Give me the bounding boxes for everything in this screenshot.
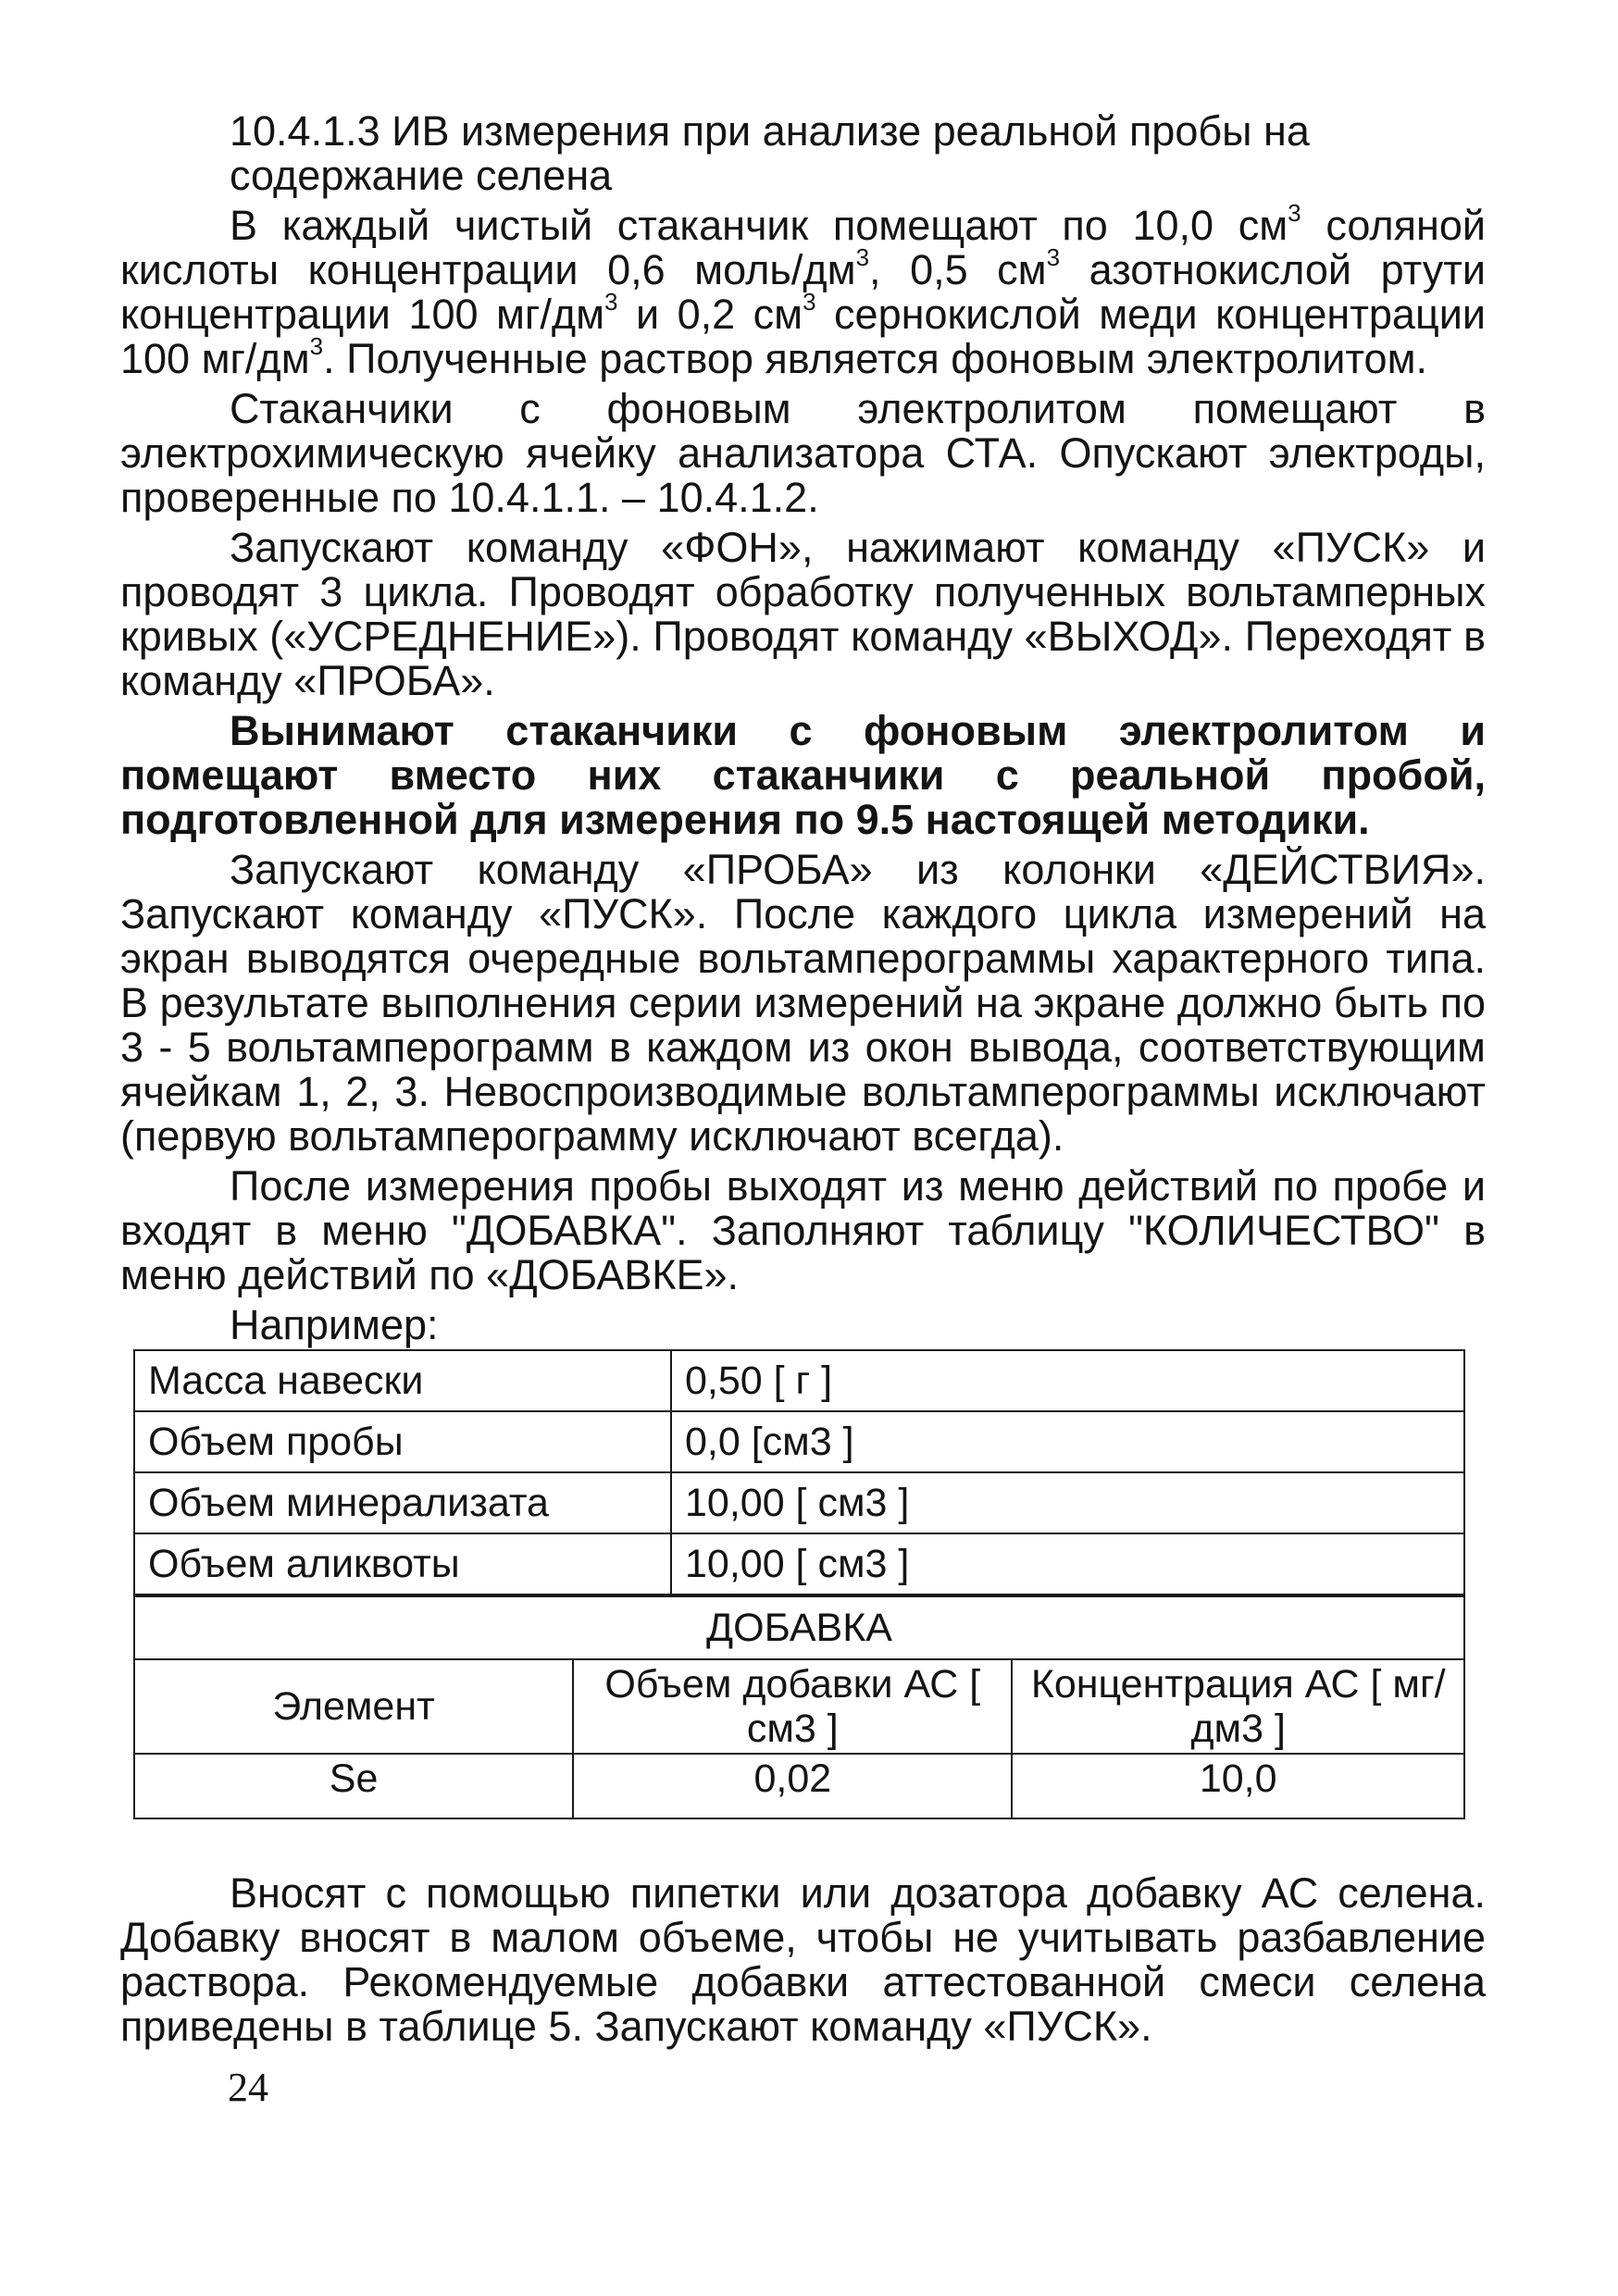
table-cell-value: 10,00 [ см3 ]	[671, 1533, 1464, 1595]
table-row	[134, 1596, 1464, 1659]
paragraph-sample: Запускают команду «ПРОБА» из колонки «ДЕЙСТВИЯ». Запускают команду «ПУСК». После каждого цикла измерений на экран выводятся очередные вольтамперограммы характерного типа. В результате выполнения серии измерений на экране должно быть по 3 - 5 вольтамперограмм в каждом из окон вывода, соответствующим ячейкам 1, 2, 3. Невоспроизводимые вольтамперограммы исключают (первую вольтамперограмму исключают всегда).	[120, 846, 1486, 1160]
header-concentration: Концентрация АС [ мг/дм3 ]	[1012, 1659, 1464, 1754]
header-additive-volume: Объем добавки АС [ см3 ]	[573, 1659, 1012, 1754]
table-row	[134, 1533, 1464, 1595]
table-row	[134, 1472, 1464, 1533]
cell-element: Se	[134, 1754, 573, 1818]
table-cell-label: Масса навески	[134, 1350, 671, 1411]
section-heading: 10.4.1.3 ИВ измерения при анализе реальной пробы на содержание селена	[230, 107, 1310, 199]
paragraph-reagents: В каждый чистый стаканчик помещают по 10,0 $см^3$ соляной кислоты концентрации 0,6 моль/$дм^3$, 0,5 $см^3$ азотнокислой ртути концентрации 100 $мг/дм^3$ и 0,2 $см^3$ сернокислой меди концентрации 100 $мг/дм^3$. Полученные раствор является фоновым электролитом.	[120, 199, 1487, 382]
cell-additive-volume: 0,02	[573, 1754, 1012, 1818]
additive-table	[133, 1595, 1465, 1819]
example-label: Например:	[230, 1301, 439, 1348]
paragraph-cells: Стаканчики с фоновым электролитом помещают в электрохимическую ячейку анализатора СТА. Опускают электроды, проверенные по 10.4.1.1. – 10.4.1.2.	[120, 385, 1486, 521]
page-number: 24	[228, 2065, 268, 2110]
table-header-row	[134, 1659, 1464, 1754]
quantity-table	[133, 1349, 1465, 1595]
additive-table-title: ДОБАВКА	[134, 1596, 1464, 1659]
paragraph-background: Запускают команду «ФОН», нажимают команду «ПУСК» и проводят 3 цикла. Проводят обработку полученных вольтамперных кривых («УСРЕДНЕНИЕ»). Проводят команду «ВЫХОД». Переходят в команду «ПРОБА».	[120, 524, 1486, 704]
header-element: Элемент	[134, 1659, 573, 1754]
table-row	[134, 1754, 1464, 1818]
paragraph-additive-menu: После измерения пробы выходят из меню действий по пробе и входят в меню "ДОБАВКА". Заполняют таблицу "КОЛИЧЕСТВО" в меню действий по «ДОБАВКЕ».	[120, 1162, 1486, 1298]
cell-concentration: 10,0	[1012, 1754, 1464, 1818]
paragraph-add-standard: Вносят с помощью пипетки или дозатора добавку АС селена. Добавку вносят в малом объеме, чтобы не учитывать разбавление раствора. Рекомендуемые добавки аттестованной смеси селена приведены в таблице 5. Запускают команду «ПУСК».	[120, 1869, 1486, 2050]
table-cell-label: Объем пробы	[134, 1411, 671, 1472]
document-page	[120, 109, 1486, 2049]
paragraph-replace-cups: Вынимают стаканчики с фоновым электролитом и помещают вместо них стаканчики с реальной пробой, подготовленной для измерения по 9.5 настоящей методики.	[120, 707, 1486, 843]
table-cell-value: 10,00 [ см3 ]	[671, 1472, 1464, 1533]
table-cell-label: Объем аликвоты	[134, 1533, 671, 1595]
table-cell-value: 0,0 [см3 ]	[671, 1411, 1464, 1472]
table-row	[134, 1350, 1464, 1411]
table-cell-label: Объем минерализата	[134, 1472, 671, 1533]
table-row	[134, 1411, 1464, 1472]
table-cell-value: 0,50 [ г ]	[671, 1350, 1464, 1411]
